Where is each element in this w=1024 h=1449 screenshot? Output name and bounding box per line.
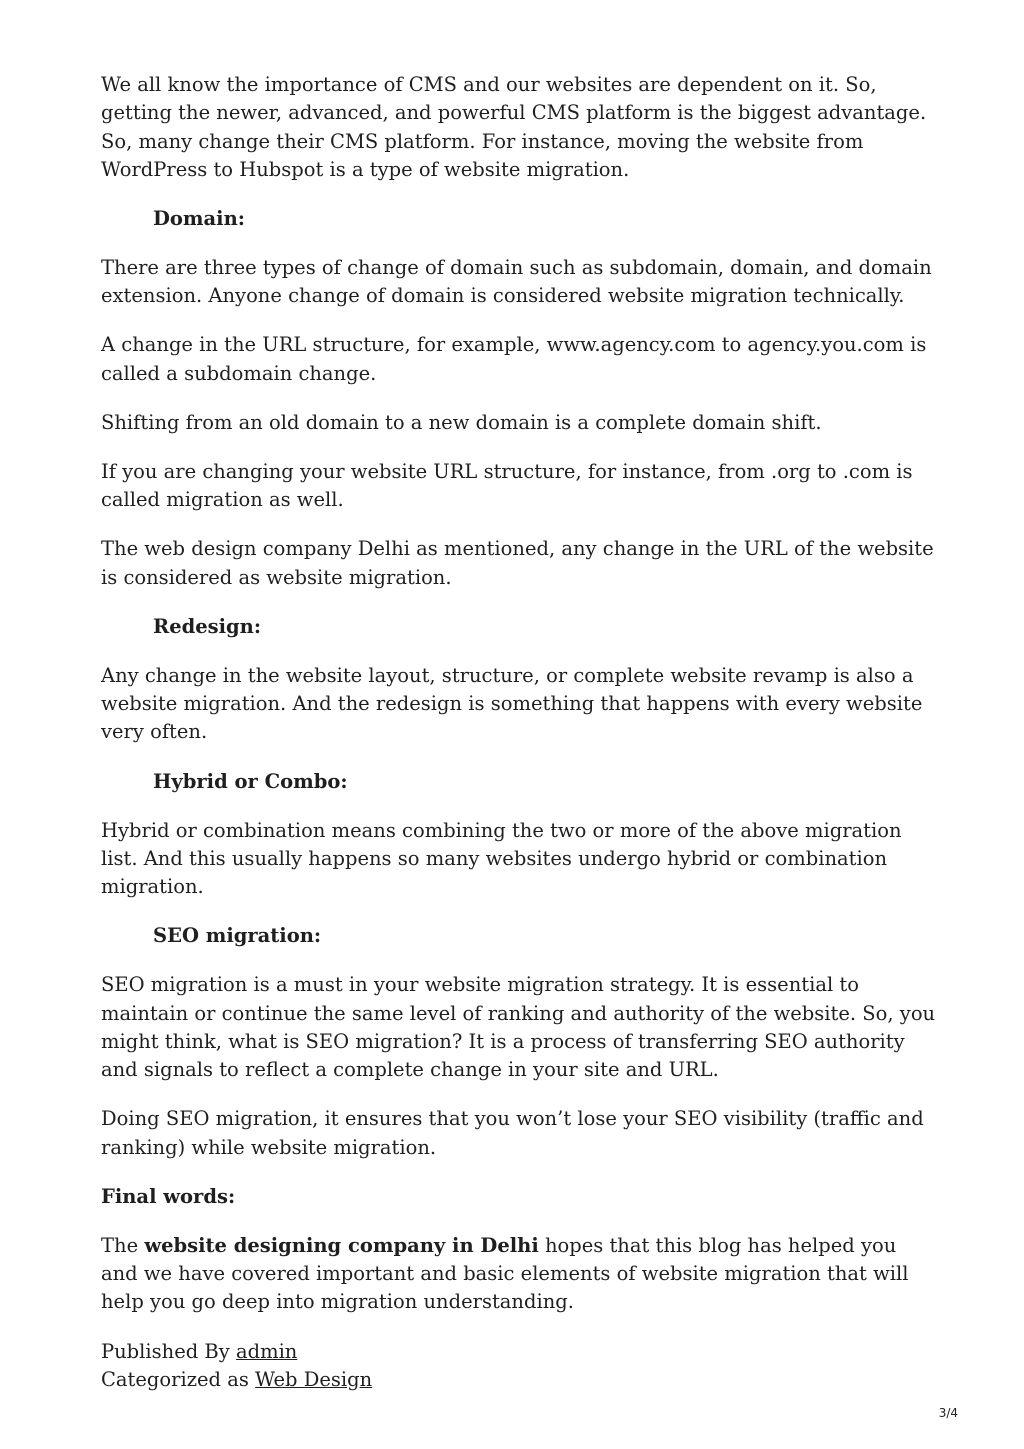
- post-meta: [101, 1338, 936, 1395]
- domain-paragraph: The web design company Delhi as mentioned, any change in the URL of the website is considered as website migration.: [101, 537, 934, 589]
- company-bold-text: website designing company in Delhi: [144, 1233, 539, 1257]
- author-link[interactable]: admin: [235, 1339, 298, 1363]
- final-lead-text: The: [101, 1233, 145, 1257]
- redesign-heading: Redesign:: [153, 614, 262, 638]
- final-words-paragraph: [101, 1232, 936, 1317]
- domain-paragraph: There are three types of change of domain such as subdomain, domain, and domain extension. Anyone change of domain is considered website migration technically.: [101, 256, 932, 308]
- page-number: 3/4: [938, 1406, 958, 1420]
- published-by-label: Published By: [101, 1339, 236, 1363]
- final-rest-text: hopes that this blog has helped you and we have covered important and basic elements of website migration that will help you go deep into migration understanding.: [101, 1233, 909, 1314]
- published-by-line: [101, 1338, 936, 1366]
- hybrid-heading: Hybrid or Combo:: [153, 769, 348, 793]
- domain-paragraph: Shifting from an old domain to a new domain is a complete domain shift.: [101, 410, 822, 434]
- redesign-paragraph: Any change in the website layout, structure, or complete website revamp is also a website migration. And the redesign is something that happens with every website very often.: [101, 663, 923, 744]
- categorized-as-label: Categorized as: [101, 1367, 256, 1391]
- article-body: [101, 71, 936, 1394]
- final-words-heading: Final words:: [101, 1184, 236, 1208]
- hybrid-paragraph: Hybrid or combination means combining the two or more of the above migration list. And this usually happens so many websites undergo hybrid or combination migration.: [101, 818, 902, 899]
- seo-paragraph: Doing SEO migration, it ensures that you won’t lose your SEO visibility (traffic and ranking) while website migration.: [101, 1107, 924, 1159]
- domain-heading: Domain:: [153, 206, 245, 230]
- intro-paragraph: We all know the importance of CMS and our websites are dependent on it. So, getting the newer, advanced, and powerful CMS platform is the biggest advantage. So, many change their CMS platform. For instance, moving the website from WordPress to Hubspot is a type of website migration.: [101, 73, 927, 181]
- category-link[interactable]: Web Design: [255, 1367, 373, 1391]
- seo-paragraph: SEO migration is a must in your website migration strategy. It is essential to maintain or continue the same level of ranking and authority of the website. So, you might think, what is SEO migration? It is a process of transferring SEO authority and signals to reflect a complete change in your site and URL.: [101, 973, 936, 1082]
- seo-heading: SEO migration:: [153, 924, 322, 948]
- categorized-as-line: [101, 1366, 936, 1394]
- domain-paragraph: A change in the URL structure, for example, www.agency.com to agency.you.com is called a subdomain change.: [101, 333, 927, 385]
- domain-paragraph: If you are changing your website URL structure, for instance, from .org to .com is called migration as well.: [101, 459, 913, 512]
